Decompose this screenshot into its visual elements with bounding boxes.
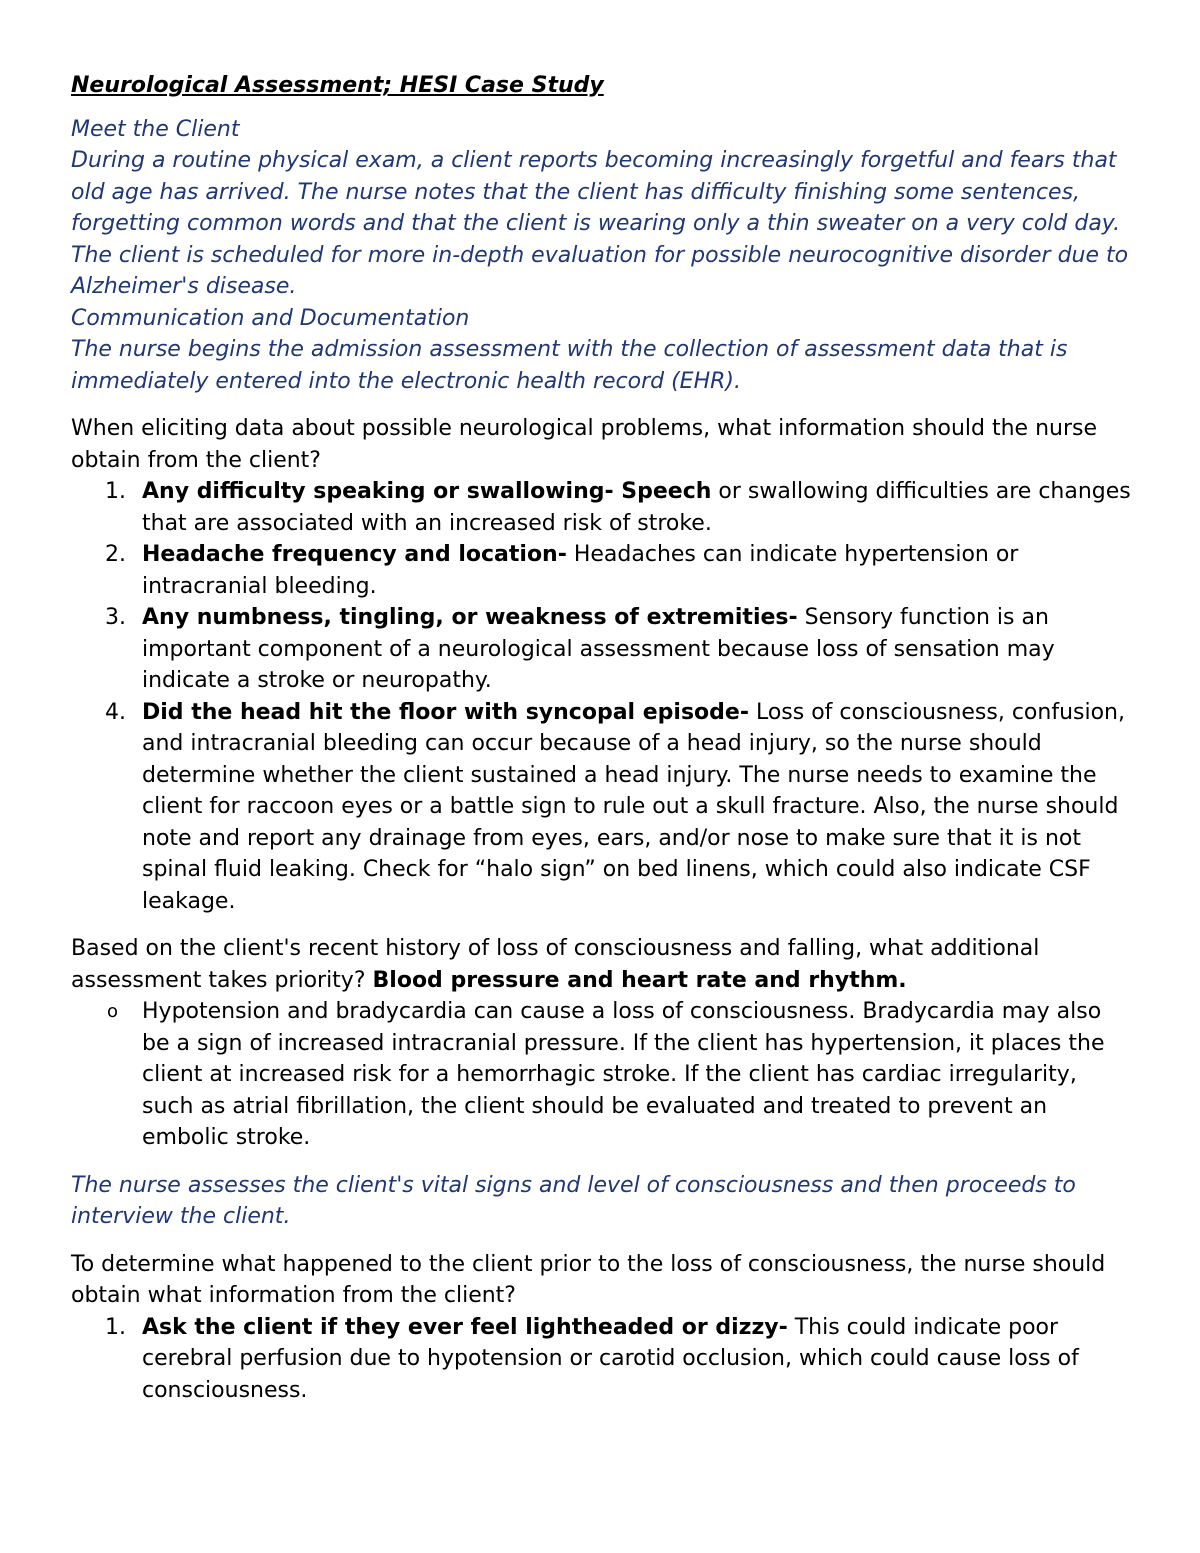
question-3-list xyxy=(71,1312,1131,1407)
intro-section xyxy=(71,114,1131,398)
item-text: Headaches can indicate hypertension or intracranial bleeding. xyxy=(142,542,1019,599)
communication-heading: Communication and Documentation xyxy=(71,305,470,331)
item-bold-lead: Any difficulty speaking or swallowing- Speech xyxy=(142,479,712,504)
document-page xyxy=(71,70,1131,1406)
question-2 xyxy=(71,933,1131,996)
list-number: 4. xyxy=(105,699,126,725)
list-item xyxy=(71,476,1131,539)
item-bold-lead: Headache frequency and location- xyxy=(142,542,567,567)
list-number: 1. xyxy=(105,479,126,504)
list-number: 3. xyxy=(105,605,126,630)
list-number: 1. xyxy=(105,1314,126,1340)
question-1-list xyxy=(71,476,1131,917)
list-item xyxy=(71,1312,1131,1407)
meet-client-heading: Meet the Client xyxy=(71,116,240,142)
list-item xyxy=(71,539,1131,602)
circle-bullet-icon: o xyxy=(107,1001,119,1022)
item-text: or swallowing difficulties are changes that are associated with an increased risk of stroke. xyxy=(142,479,1131,536)
list-item xyxy=(71,697,1131,918)
scenario-text: The nurse assesses the client's vital signs and level of consciousness and then proceeds to interview the client. xyxy=(71,1172,1076,1229)
question-2-text: Based on the client's recent history of loss of consciousness and falling, what additional assessment takes priority? xyxy=(71,936,1040,993)
item-bold-lead: Any numbness, tingling, or weakness of extremities- xyxy=(142,605,798,630)
item-bold-lead: Ask the client if they ever feel lightheaded or dizzy- xyxy=(142,1314,788,1340)
question-3: To determine what happened to the client prior to the loss of consciousness, the nurse should obtain what information from the client? xyxy=(71,1251,1106,1308)
meet-client-text: During a routine physical exam, a client reports becoming increasingly forgetful and fears that old age has arrived. The nurse notes that the client has difficulty finishing some sentences, forgetting common words and that the client is wearing only a thin sweater on a very cold day. The client is scheduled for more in-depth evaluation for possible neurocognitive disorder due to Alzheimer's disease. xyxy=(71,148,1129,299)
list-number: 2. xyxy=(105,542,126,567)
list-item xyxy=(71,996,1131,1154)
item-text: Hypotension and bradycardia can cause a loss of consciousness. Bradycardia may also be a sign of increased intracranial pressure. If the client has hypertension, it places the client at increased risk for a hemorrhagic stroke. If the client has cardiac irregularity, such as atrial fibrillation, the client should be evaluated and treated to prevent an embolic stroke. xyxy=(142,999,1105,1150)
communication-text: The nurse begins the admission assessment with the collection of assessment data that is immediately entered into the electronic health record (EHR). xyxy=(71,337,1068,394)
list-item xyxy=(71,602,1131,697)
item-text: Sensory function is an important component of a neurological assessment because loss of sensation may indicate a stroke or neuropathy. xyxy=(142,605,1055,693)
item-text: This could indicate poor cerebral perfusion due to hypotension or carotid occlusion, which could cause loss of consciousness. xyxy=(142,1314,1079,1403)
item-bold-lead: Did the head hit the floor with syncopal episode- xyxy=(142,699,749,725)
question-2-answer: Blood pressure and heart rate and rhythm. xyxy=(372,967,907,993)
item-text: Loss of consciousness, confusion, and intracranial bleeding can occur because of a head injury, so the nurse should determine whether the client sustained a head injury. The nurse needs to examine the client for raccoon eyes or a battle sign to rule out a skull fracture. Also, the nurse should note and report any drainage from eyes, ears, and/or nose to make sure that it is not spinal fluid leaking. Check for “halo sign” on bed linens, which could also indicate CSF leakage. xyxy=(142,699,1125,914)
document-title: Neurological Assessment; HESI Case Study xyxy=(71,73,604,98)
question-1: When eliciting data about possible neurological problems, what information should the nurse obtain from the client? xyxy=(71,416,1098,473)
question-2-list xyxy=(71,996,1131,1154)
